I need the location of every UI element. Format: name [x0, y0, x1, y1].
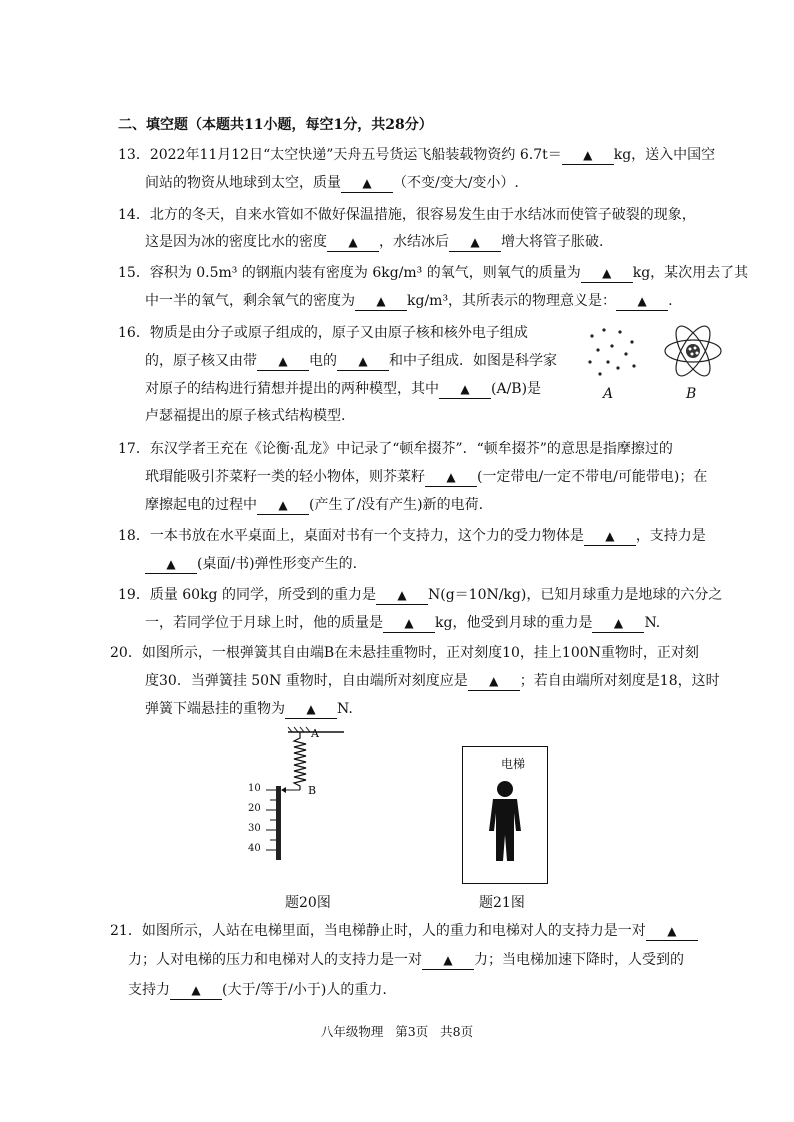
q13-text: 13．2022年11月12日“太空快递”天舟五号货运飞船装载物资约 6.7t＝ — [118, 147, 562, 163]
answer-blank[interactable] — [355, 292, 407, 311]
q16-text: 和中子组成．如图是科学家 — [389, 353, 557, 369]
blank-triangle-icon: ▲ — [306, 702, 316, 716]
answer-blank[interactable] — [285, 700, 337, 719]
q20-text: 度30．当弹簧挂 50N 重物时，自由端所对刻度应是 — [145, 673, 468, 689]
question-16-line-3 — [145, 380, 541, 399]
q15-text: kg/m³，其所表示的物理意义是： — [407, 293, 617, 309]
answer-blank[interactable] — [439, 380, 491, 399]
q14-text: 这是因为冰的密度比水的密度 — [145, 234, 327, 250]
blank-triangle-icon: ▲ — [191, 983, 201, 997]
question-13-line-2 — [145, 174, 519, 193]
answer-blank[interactable] — [646, 922, 698, 941]
q13-text: 间站的物资从地球到太空，质量 — [145, 175, 341, 191]
answer-blank[interactable] — [376, 586, 428, 605]
q16-text: 对原子的结构进行猜想并提出的两种模型，其中 — [145, 381, 439, 397]
q17-text: (一定带电/一定不带电/可能带电)；在 — [477, 469, 708, 485]
blank-triangle-icon: ▲ — [376, 294, 386, 308]
q15-text: . — [668, 293, 673, 309]
question-21-line-3 — [128, 981, 387, 1000]
atom-model-a-label: A — [603, 386, 614, 402]
q17-text: 摩擦起电的过程中 — [145, 497, 257, 513]
blank-triangle-icon: ▲ — [460, 382, 470, 396]
answer-blank[interactable] — [616, 292, 668, 311]
q19-text: kg，他受到月球的重力是 — [435, 615, 593, 631]
blank-triangle-icon: ▲ — [166, 557, 176, 571]
question-20-line-2 — [145, 672, 720, 691]
spring-coil — [294, 732, 306, 790]
q19-text: 一，若同学位于月球上时，他的质量是 — [145, 615, 383, 631]
answer-blank[interactable] — [422, 951, 474, 970]
atom-model-a-figure — [582, 322, 642, 382]
spring-point-a-label: A — [311, 727, 319, 740]
question-14-line-2 — [145, 233, 603, 252]
blank-triangle-icon: ▲ — [602, 266, 612, 280]
q15-text: 中一半的氧气，剩余氧气的密度为 — [145, 293, 355, 309]
blank-triangle-icon: ▲ — [605, 529, 615, 543]
spring-point-b-label: B — [308, 784, 317, 797]
question-15-line-2 — [145, 292, 673, 311]
section-heading: 二、填空题（本题共11小题，每空1分，共28分） — [118, 117, 433, 133]
q21-text: 力；当电梯加速下降时，人受到的 — [474, 952, 684, 968]
question-17-line-1: 17．东汉学者王充在《论衡·乱龙》中记录了“顿牟掇芥”．“顿牟掇芥”的意思是指摩擦过的 — [118, 441, 673, 457]
question-18-line-2 — [145, 555, 357, 574]
q20-text: 弹簧下端悬挂的重物为 — [145, 701, 285, 717]
q16-text: 电的 — [309, 353, 337, 369]
blank-triangle-icon: ▲ — [358, 354, 368, 368]
q20-text: ；若自由端所对刻度是18，这时 — [519, 673, 720, 689]
q13-text: kg，送入中国空 — [613, 147, 716, 163]
q20-text: N. — [337, 701, 353, 717]
q15-text: 15．容积为 0.5m³ 的钢瓶内装有密度为 6kg/m³ 的氧气，则氧气的质量为 — [118, 265, 581, 281]
question-21-line-1 — [110, 922, 698, 941]
answer-blank[interactable] — [592, 614, 644, 633]
answer-blank[interactable] — [327, 233, 379, 252]
scale-tick-label: 30 — [248, 823, 261, 834]
scale-tick-label: 10 — [248, 783, 261, 794]
q17-text: 玳瑁能吸引芥菜籽一类的轻小物体，则芥菜籽 — [145, 469, 425, 485]
answer-blank[interactable] — [145, 555, 197, 574]
q21-text: 支持力 — [128, 982, 170, 998]
q19-text: 19．质量 60kg 的同学，所受到的重力是 — [118, 587, 376, 603]
scale-ticks — [266, 790, 276, 850]
answer-blank[interactable] — [584, 527, 636, 546]
question-13-line-1 — [118, 146, 715, 165]
blank-triangle-icon: ▲ — [404, 616, 414, 630]
figure-21-caption: 题21图 — [479, 895, 525, 911]
elevator-title: 电梯 — [501, 757, 526, 771]
blank-triangle-icon: ▲ — [470, 235, 480, 249]
blank-triangle-icon: ▲ — [489, 674, 499, 688]
question-19-line-2 — [145, 614, 660, 633]
blank-triangle-icon: ▲ — [397, 588, 407, 602]
question-20-line-3 — [145, 700, 353, 719]
blank-triangle-icon: ▲ — [278, 498, 288, 512]
q16-text: 的，原子核又由带 — [145, 353, 257, 369]
q18-text: 18．一本书放在水平桌面上，桌面对书有一个支持力，这个力的受力物体是 — [118, 528, 584, 544]
q16-text: (A/B)是 — [491, 381, 542, 397]
question-19-line-1 — [118, 586, 722, 605]
blank-triangle-icon: ▲ — [443, 953, 453, 967]
question-17-line-3 — [145, 496, 483, 515]
scale-bar — [276, 786, 281, 860]
scale-tick-label: 20 — [248, 803, 261, 814]
question-18-line-1 — [118, 527, 706, 546]
q21-text: 力；人对电梯的压力和电梯对人的支持力是一对 — [128, 952, 422, 968]
answer-blank[interactable] — [257, 496, 309, 515]
blank-triangle-icon: ▲ — [613, 616, 624, 630]
person-icon — [485, 779, 525, 863]
blank-triangle-icon: ▲ — [362, 176, 372, 190]
scale-tick-label: 40 — [248, 843, 261, 854]
figure-20-caption: 题20图 — [285, 895, 331, 911]
question-16-line-1: 16．物质是由分子或原子组成的，原子又由原子核和核外电子组成 — [118, 325, 528, 341]
blank-triangle-icon: ▲ — [637, 294, 647, 308]
question-16-line-2 — [145, 352, 557, 371]
answer-blank[interactable] — [449, 233, 501, 252]
answer-blank[interactable] — [581, 264, 633, 283]
question-16-line-4: 卢瑟福提出的原子核式结构模型. — [145, 408, 346, 424]
answer-blank[interactable] — [257, 352, 309, 371]
blank-triangle-icon: ▲ — [667, 924, 677, 938]
blank-triangle-icon: ▲ — [348, 235, 358, 249]
page-footer: 八年级物理 第3页 共8页 — [320, 1024, 474, 1039]
blank-triangle-icon: ▲ — [446, 470, 456, 484]
blank-triangle-icon: ▲ — [278, 354, 288, 368]
q14-text: ，水结冰后 — [379, 234, 449, 250]
q18-text: ，支持力是 — [635, 528, 706, 544]
answer-blank[interactable] — [425, 468, 477, 487]
answer-blank[interactable] — [170, 981, 222, 1000]
pointer-arrow-icon — [281, 787, 286, 793]
answer-blank[interactable] — [468, 672, 520, 691]
question-17-line-2 — [145, 468, 707, 487]
question-15-line-1 — [118, 264, 748, 283]
question-14-line-1: 14．北方的冬天，自来水管如不做好保温措施，很容易发生由于水结冰而使管子破裂的现象， — [118, 207, 696, 223]
answer-blank[interactable] — [383, 614, 435, 633]
q17-text: (产生了/没有产生)新的电荷. — [309, 497, 484, 513]
answer-blank[interactable] — [337, 352, 389, 371]
question-21-line-2 — [128, 951, 684, 970]
q19-text: N(g＝10N/kg)，已知月球重力是地球的六分之 — [427, 587, 723, 603]
q18-text: (桌面/书)弹性形变产生的. — [197, 556, 358, 572]
blank-triangle-icon: ▲ — [583, 148, 593, 162]
q15-text: kg，某次用去了其 — [632, 265, 749, 281]
atom-model-b-figure — [662, 318, 724, 384]
q19-text: N. — [644, 615, 661, 631]
q21-text: 21．如图所示，人站在电梯里面，当电梯静止时，人的重力和电梯对人的支持力是一对 — [110, 923, 646, 939]
answer-blank[interactable] — [341, 174, 393, 193]
q14-text: 增大将管子胀破. — [501, 234, 604, 250]
answer-blank[interactable] — [562, 146, 614, 165]
q13-text: （不变/变大/变小）. — [393, 175, 519, 191]
atom-model-b-label: B — [686, 386, 697, 402]
elevator-figure — [462, 746, 548, 884]
q21-text: (大于/等于/小于)人的重力. — [222, 982, 387, 998]
question-20-line-1: 20．如图所示，一根弹簧其自由端B在未悬挂重物时，正对刻度10，挂上100N重物时，正对刻 — [110, 645, 699, 661]
